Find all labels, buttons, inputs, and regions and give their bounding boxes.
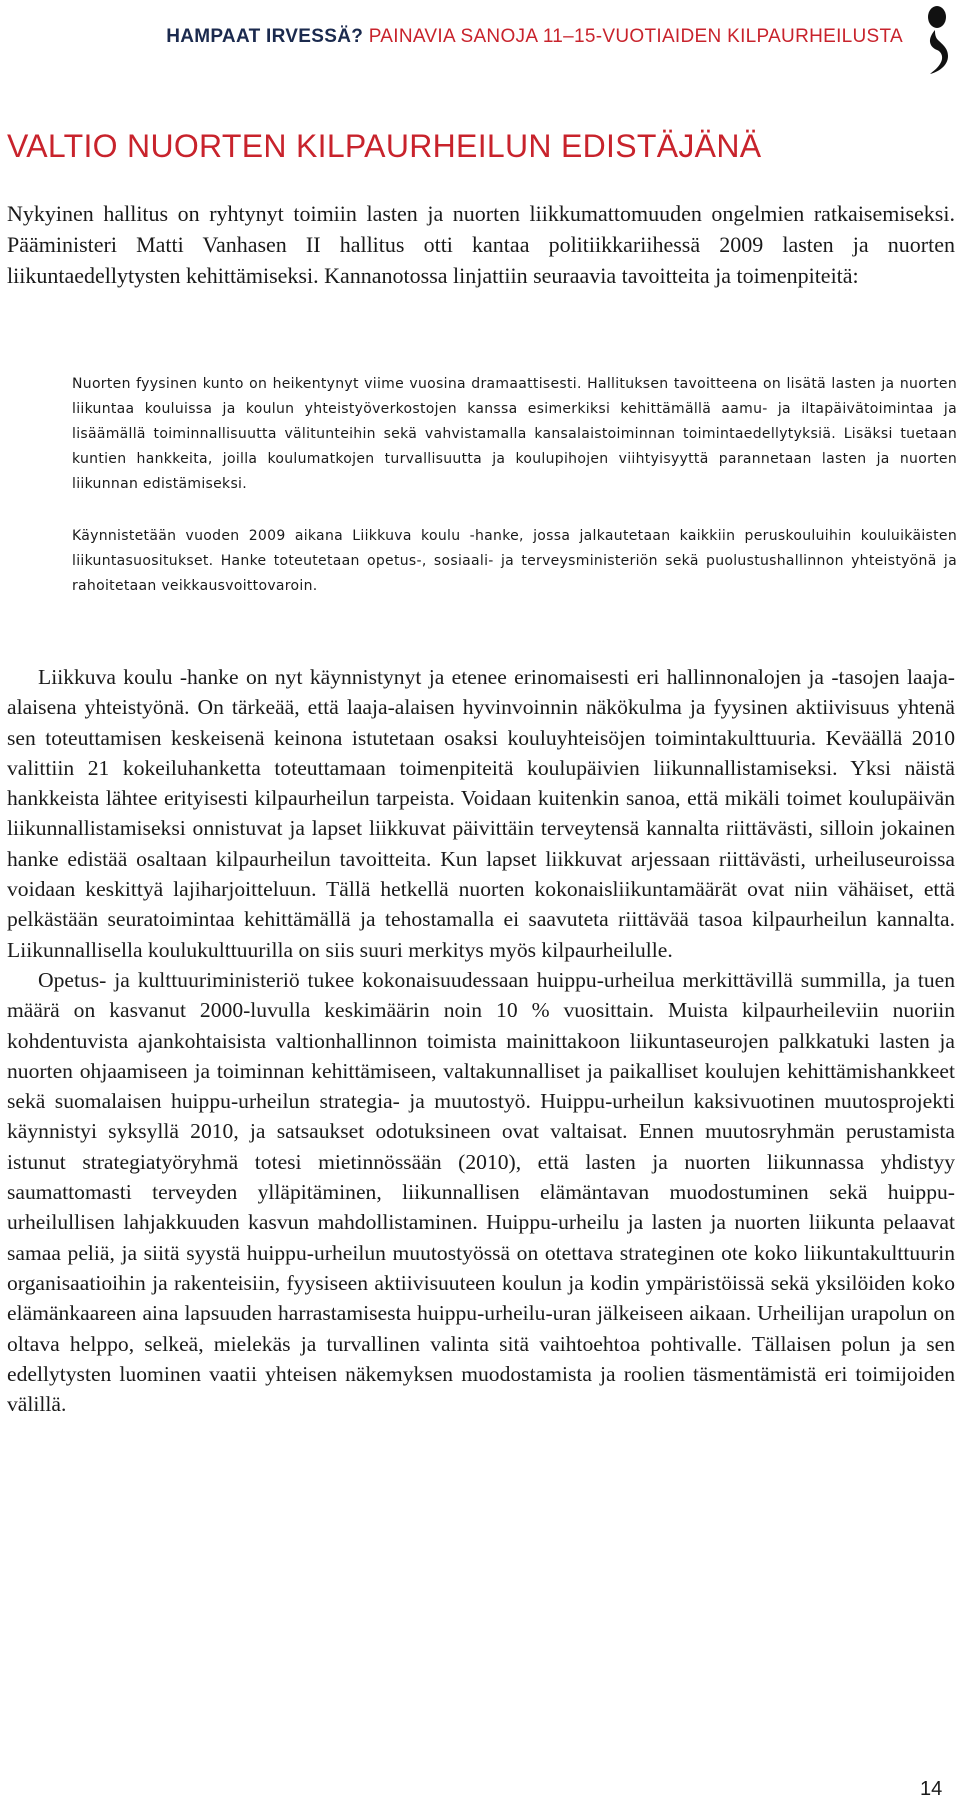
quote-block — [72, 372, 957, 626]
running-header — [0, 22, 960, 58]
quote-paragraph: Nuorten fyysinen kunto on heikentynyt viime vuosina dramaattisesti. Hallituksen tavoitteena on lisätä lasten ja nuorten liikuntaa kouluissa ja koulun yhteistyöverkostojen kanssa esimerkiksi kehittämällä aamu- ja iltapäivätoimintaa ja lisäämällä toiminnallisuutta välitunteihin sekä vahvistamalla kansalaistoiminnan toimintaedellytyksiä. Lisäksi tuetaan kuntien hankkeita, joilla koulumatkojen turvallisuutta ja koulupihojen viihtyisyyttä parannetaan lasten ja nuorten liikunnan edistämiseksi. — [72, 376, 957, 492]
body-paragraph: Opetus- ja kulttuuriministeriö tukee kokonaisuudessaan huippu-urheilua merkittävillä summilla, ja tuen määrä on kasvanut 2000-luvulla keskimäärin noin 10 % vuosittain. Muista kilpaurheileviin nuoriin kohdentuvista ajankohtaisista valtionhallinnon toimista mainittakoon liikuntaseurojen palkkatuki lasten ja nuorten ohjaamiseen ja toiminnan kehittämiseen, valtakunnalliset ja paikalliset koulujen kehittämishankkeet sekä suomalaisen huippu-urheilun strategia- ja muutostyö. Huippu-urheilun kaksivuotinen muutosprojekti käynnistyi syksyllä 2010, ja satsaukset odotuksineen ovat valtaisat. Ennen muutosryhmän perustamista istunut strategiatyöryhmä totesi mietinnössään (2010), että lasten ja nuorten liikunnassa yhdistyy saumattomasti terveyden ylläpitäminen, liikunnallisen elämäntavan muodostuminen sekä huippu-urheilullisen lahjakkuuden kasvun mahdollistaminen. Huippu-urheilu ja lasten ja nuorten liikunta pelaavat samaa peliä, ja siitä syystä huippu-urheilun muutostyössä on otettava strateginen ote koko liikuntakulttuurin organisaatioihin ja rakenteisiin, fyysiseen aktiivisuuteen koulun ja kodin ympäristöissä sekä yksilöiden koko elämänkaareen aina lapsuuden harrastamisesta huippu-urheilu-uran jälkeiseen aikaan. Urheilijan urapolun on oltava helppo, selkeä, mielekäs ja turvallinen valinta sitä vaihtoehtoa pohtivalle. Tällaisen polun ja sen edellytysten luominen vaatii yhteisen näkemyksen muodostamista ja roolien täsmentämistä eri toimijoiden välillä. — [7, 967, 955, 1417]
header-text — [166, 26, 903, 48]
quote-paragraph: Käynnistetään vuoden 2009 aikana Liikkuva koulu -hanke, jossa jalkautetaan kaikkiin peruskouluihin kouluikäisten liikuntasuositukset. Hanke toteutetaan opetus-, sosiaali- ja terveysministeriön sekä puolustushallinnon yhteistyönä ja rahoitetaan veikkausvoittovaroin. — [72, 528, 957, 594]
body-text — [7, 662, 955, 1419]
body-paragraph: Liikkuva koulu -hanke on nyt käynnistynyt ja etenee erinomaisesti eri hallinnonalojen ja -tasojen laaja-alaisena yhteistyönä. On tärkeää, että laaja-alaisen hyvinvoinnin näkökulma ja fyysinen aktiivisuus yhtenä sen toteuttamisen keskeisenä keinona istutetaan osaksi kouluyhteisöjen toimintakulttuuria. Keväällä 2010 valittiin 21 kokeiluhanketta toteuttamaan toimenpiteitä koulupäivien liikunnallistamiseksi. Yksi näistä hankkeista lähtee erityisesti kilpaurheilun tarpeista. Voidaan kuitenkin sanoa, että mikäli toimet koulupäivän liikunnallistamiseksi onnistuvat ja lapset liikkuvat päivittäin terveytensä kannalta riittävästi, silloin jokainen hanke edistää osaltaan kilpaurheilun tavoitteita. Kun lapset liikkuvat arjessaan riittävästi, urheiluseuroissa voidaan keskittyä lajiharjoitteluun. Tällä hetkellä nuorten kokonaisliikuntamäärät ovat niin vähäiset, että pelkästään seuratoimintaa kehittämällä ja tehostamalla ei saavuteta riittävää tasoa kilpaurheilun kannalta. Liikunnallisella koulukulttuurilla on siis suuri merkitys myös kilpaurheilulle. — [7, 665, 955, 962]
page-number: 14 — [920, 1778, 943, 1800]
section-heading: VALTIO NUORTEN KILPAURHEILUN EDISTÄJÄNÄ — [7, 128, 762, 164]
comma-mark-icon — [922, 4, 952, 76]
series-subtitle: PAINAVIA SANOJA 11–15-VUOTIAIDEN KILPAURHEILUSTA — [368, 26, 903, 47]
intro-paragraph: Nykyinen hallitus on ryhtynyt toimiin lasten ja nuorten liikkumattomuuden ongelmien ratkaisemiseksi. Pääministeri Matti Vanhasen II hallitus otti kantaa politiikkariihessä 2009 lasten ja nuorten liikuntaedellytysten kehittämiseksi. Kannanotossa linjattiin seuraavia tavoitteita ja toimenpiteitä: — [7, 201, 955, 288]
series-title: HAMPAAT IRVESSÄ? — [166, 26, 364, 47]
